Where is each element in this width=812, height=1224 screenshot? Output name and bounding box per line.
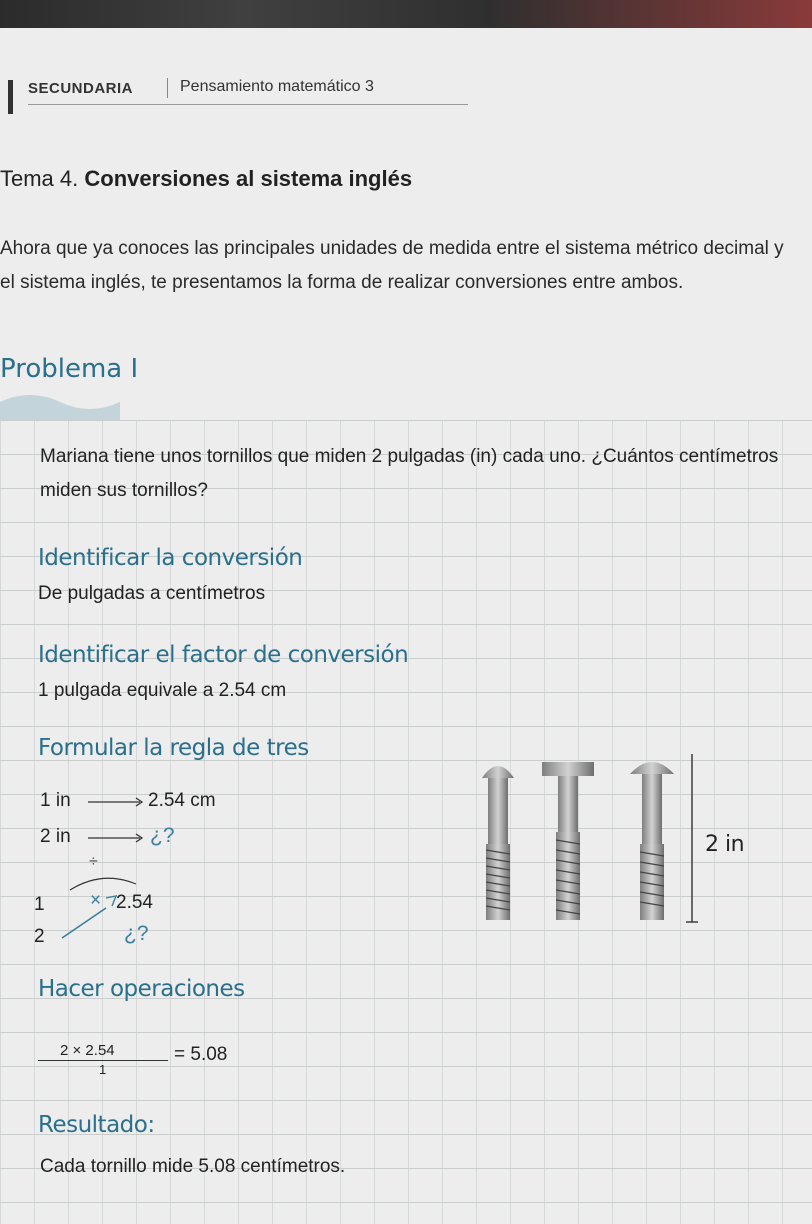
cross-sign: × [90,890,102,911]
intro-paragraph: Ahora que ya conoces las principales unidades de medida entre el sistema métrico decimal y el sistema inglés, te presentamos la forma de realizar conversiones entre ambos. [0,238,784,293]
step-result-text: Cada tornillo mide 5.08 centímetros. [40,1156,346,1177]
problem-title: Problema I [0,354,139,384]
step-identify-conversion-text: De pulgadas a centímetros [38,583,266,604]
operations-denominator: 1 [99,1062,107,1077]
arrow-right-icon [86,792,148,810]
fraction-bar [38,1060,168,1061]
step-rule-of-three-title: Formular la regla de tres [38,735,309,761]
topic-name: Conversiones al sistema inglés [84,166,413,191]
step-identify-conversion-title: Identificar la conversión [38,545,303,571]
header-series: SECUNDARIA [28,80,134,97]
rule-row1-left: 1 in [40,790,71,811]
screws-figure [470,748,720,924]
header-accent-bar [8,80,13,114]
topic-title [0,166,412,192]
step-operations-title: Hacer operaciones [38,976,245,1002]
problem-statement: Mariana tiene unos tornillos que miden 2 pulgadas (in) cada uno. ¿Cuántos centímetros miden sus tornillos? [40,446,779,501]
arrow-right-icon [86,828,148,846]
header-book-title: Pensamiento matemático 3 [180,78,374,95]
rule-row1-right: 2.54 cm [148,790,216,811]
cross-top-right: 2.54 [116,892,153,913]
cross-top-left: 1 [34,894,45,915]
rule-row2-left: 2 in [40,826,71,847]
screw-measure-label: 2 in [705,832,745,857]
decorative-wave [0,388,812,424]
header-rule [28,104,468,105]
operations-numerator: 2 × 2.54 [60,1042,115,1059]
topic-prefix: Tema 4. [0,166,79,191]
rule-row2-right: ¿? [150,824,175,847]
step-result-title: Resultado: [38,1112,155,1138]
divide-sign: ÷ [89,853,98,870]
step-identify-factor-text: 1 pulgada equivale a 2.54 cm [38,680,287,701]
operations-result: = 5.08 [174,1044,228,1065]
cross-bottom-left: 2 [34,926,45,947]
step-identify-factor-title: Identificar el factor de conversión [38,642,409,668]
header-separator [167,78,168,98]
cross-bottom-right: ¿? [124,922,149,945]
